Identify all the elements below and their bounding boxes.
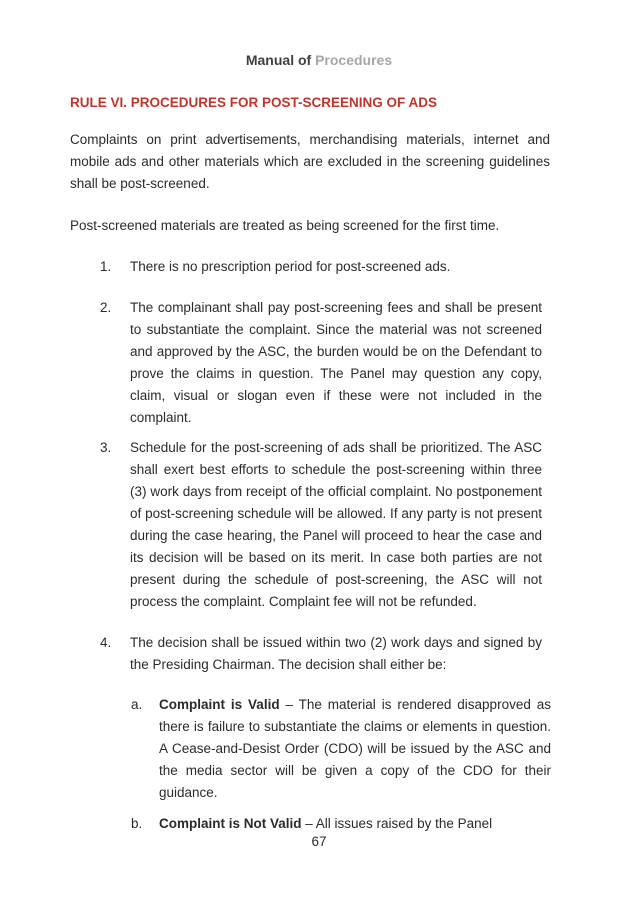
list-item-text: Schedule for the post-screening of ads shall be prioritized. The ASC shall exert best efforts to schedule the post-screening within three (3) work days from receipt of the official complaint. No postponement of post-screening schedule will be allowed. If any party is not present during the case hearing, the Panel will proceed to hear the case and its decision will be based on its merit. In case both parties are not present during the schedule of post-screening, the ASC will not process the complaint. Complaint fee will not be refunded. [130, 440, 542, 609]
sub-list-item [131, 694, 551, 804]
header-title-main: Manual of [245, 52, 312, 68]
intro-paragraph: Complaints on print advertisements, merchandising materials, internet and mobile ads and other materials which are excluded in the screening guidelines shall be post-screened. [70, 132, 550, 191]
list-item-text: The decision shall be issued within two (2) work days and signed by the Presiding Chairman. The decision shall either be: [130, 635, 542, 672]
list-item [100, 632, 542, 676]
sub-list-item [131, 813, 551, 835]
list-item [100, 297, 542, 429]
sub-list-item-label: Complaint is Not Valid [159, 816, 302, 831]
sub-list-item-body: – All issues raised by the Panel [301, 816, 493, 831]
list-item-number: 1. [100, 259, 112, 274]
sub-list-item-text [131, 813, 551, 835]
list-item-number: 4. [100, 635, 112, 650]
list-item [100, 437, 542, 613]
sub-list-item-text [131, 694, 551, 804]
list-item-text: The complainant shall pay post-screening fees and shall be present to substantiate the complaint. Since the material was not screened and approved by the ASC, the burden would be on the Defendant to prove the claims in question. The Panel may question any copy, claim, visual or slogan even if these were not included in the complaint. [130, 300, 542, 425]
rule-title: RULE VI. PROCEDURES FOR POST-SCREENING OF ADS [70, 95, 438, 110]
list-item-text: There is no prescription period for post-screened ads. [130, 259, 451, 274]
page-number: 67 [311, 834, 327, 849]
sub-list-item-letter: a. [131, 697, 143, 712]
list-item-number: 2. [100, 300, 112, 315]
page-header [0, 52, 638, 68]
sub-list-item-letter: b. [131, 816, 143, 831]
treatment-paragraph: Post-screened materials are treated as being screened for the first time. [70, 218, 500, 233]
sub-list-item-body: – The material is rendered disapproved as there is failure to substantiate the claims or elements in question. A Cease-and-Desist Order (CDO) will be issued by the ASC and the media sector will be given a copy of the CDO for their guidance. [159, 697, 551, 800]
list-item [100, 256, 542, 278]
list-item-number: 3. [100, 440, 112, 455]
header-title-accent: Procedures [315, 52, 393, 68]
sub-list-item-label: Complaint is Valid [159, 697, 280, 712]
